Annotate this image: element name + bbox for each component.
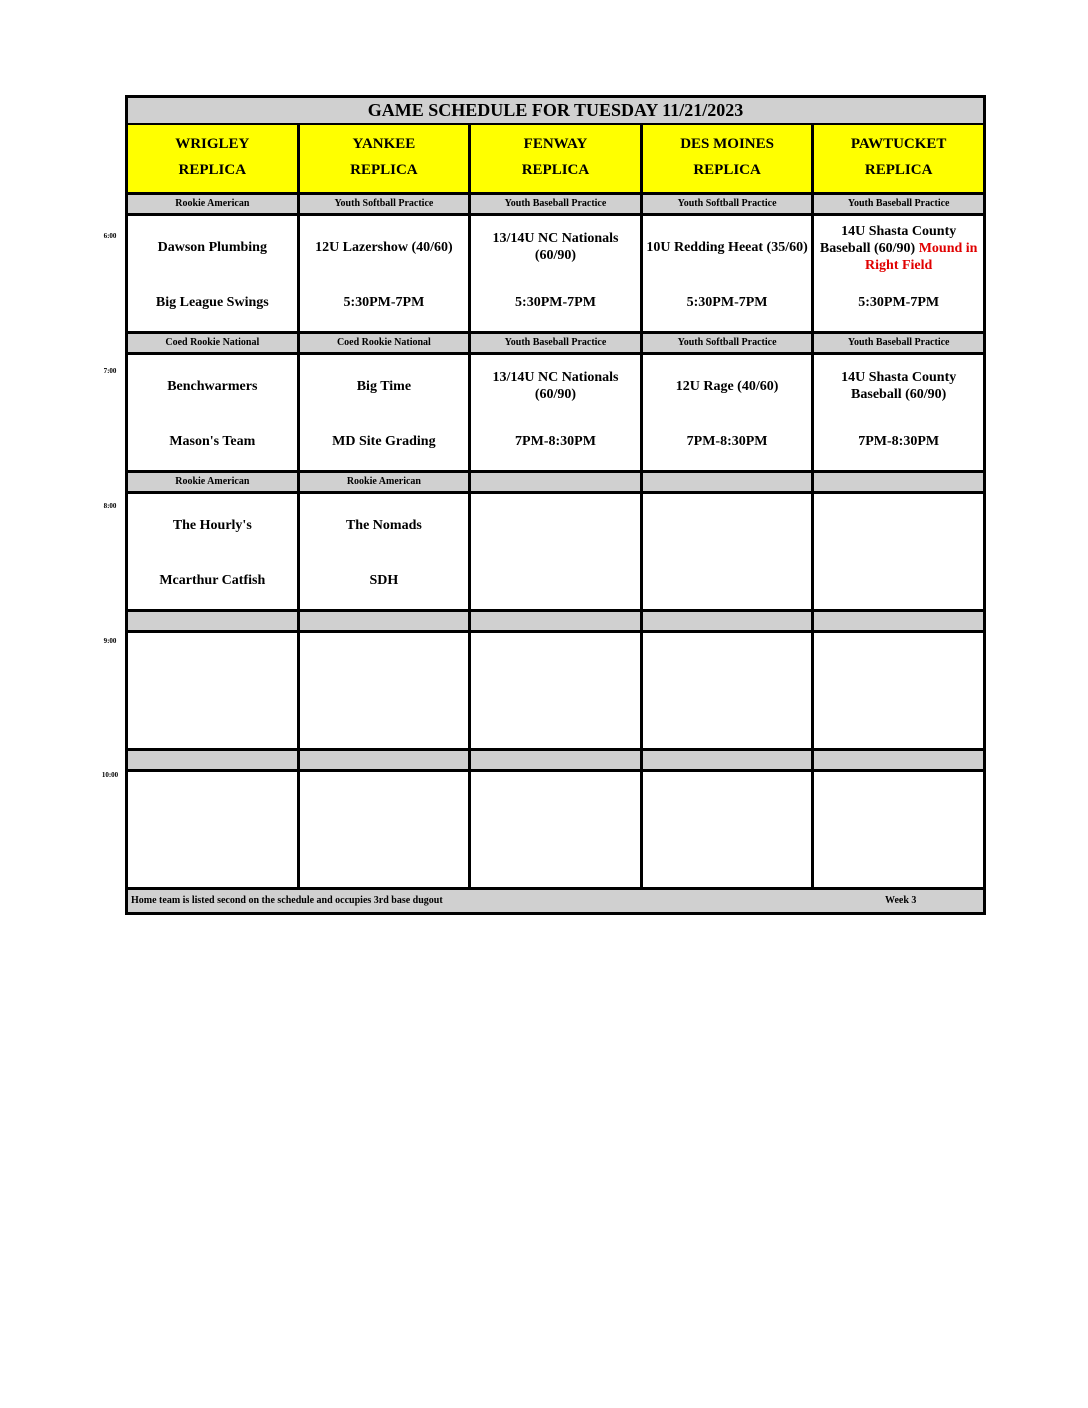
team-name: 14U Shasta County Baseball (60/90): [819, 223, 957, 256]
division-row: [128, 751, 983, 772]
home-team-note: Home team is listed second on the schedule and occupies 3rd base dugout: [131, 895, 443, 906]
away-team: [473, 780, 638, 826]
division-row: [128, 473, 983, 494]
away-team: Big Time: [356, 378, 412, 394]
game-cell: [814, 772, 983, 887]
field-header-pawtucket: [814, 125, 983, 192]
game-cell: [814, 216, 983, 331]
home-team: 7PM-8:30PM: [686, 434, 768, 449]
away-team: [816, 502, 981, 548]
field-header-wrigley: [128, 125, 300, 192]
away-team: The Hourly's: [172, 517, 252, 533]
game-row: [128, 633, 983, 751]
field-note: Mound in Right Field: [865, 240, 978, 273]
division-label: [814, 612, 983, 630]
division-row: [128, 195, 983, 216]
away-team: [645, 780, 810, 826]
division-label: Coed Rookie National: [300, 334, 472, 352]
away-team: Dawson Plumbing: [157, 239, 267, 255]
game-cell: [643, 633, 815, 748]
field-name: PAWTUCKET: [850, 136, 947, 152]
home-team: 5:30PM-7PM: [515, 295, 596, 310]
game-cell: [128, 494, 300, 609]
game-cell: [128, 633, 300, 748]
away-team: [130, 780, 295, 826]
game-cell: [300, 772, 472, 887]
division-label: Rookie American: [128, 195, 300, 213]
home-team: SDH: [369, 573, 399, 588]
away-team: [473, 641, 638, 687]
week-label: Week 3: [885, 895, 917, 906]
field-name: YANKEE: [352, 136, 416, 152]
schedule-table: [125, 95, 986, 915]
home-team: Mason's Team: [169, 434, 256, 449]
game-row: [128, 494, 983, 612]
field-subtitle: REPLICA: [350, 162, 418, 178]
time-label: 9:00: [103, 637, 117, 645]
field-name: FENWAY: [523, 136, 588, 152]
division-label: [300, 612, 472, 630]
home-team: 5:30PM-7PM: [343, 295, 425, 310]
game-row: [128, 355, 983, 473]
division-label: [300, 751, 472, 769]
away-team: 10U Redding Heeat (35/60): [646, 239, 808, 255]
away-team: [302, 780, 467, 826]
game-cell: [814, 494, 983, 609]
away-team: [816, 641, 981, 687]
away-team: [130, 641, 295, 687]
away-team: [302, 641, 467, 687]
home-team: 7PM-8:30PM: [858, 434, 940, 449]
division-label: [128, 751, 300, 769]
field-name: WRIGLEY: [175, 136, 250, 152]
game-cell: [643, 216, 815, 331]
game-cell: [128, 216, 300, 331]
game-cell: [300, 494, 472, 609]
field-name: DES MOINES: [680, 136, 774, 152]
division-label: Youth Baseball Practice: [471, 195, 643, 213]
division-label: [643, 751, 815, 769]
home-team: Big League Swings: [155, 295, 269, 310]
game-cell: [471, 216, 643, 331]
away-team: 14U Shasta County Baseball (60/90): [841, 370, 957, 402]
home-team: Mcarthur Catfish: [159, 573, 266, 588]
time-label: 6:00: [103, 232, 117, 240]
division-label: Coed Rookie National: [128, 334, 300, 352]
away-team: [816, 220, 981, 276]
away-team: [645, 641, 810, 687]
division-label: Youth Baseball Practice: [814, 334, 983, 352]
field-subtitle: REPLICA: [693, 162, 761, 178]
game-cell: [300, 216, 472, 331]
game-cell: [300, 633, 472, 748]
field-subtitle: REPLICA: [178, 162, 247, 178]
division-label: [643, 473, 815, 491]
game-row: [128, 216, 983, 334]
field-header-fenway: [471, 125, 643, 192]
game-cell: [643, 494, 815, 609]
division-label: Rookie American: [128, 473, 300, 491]
schedule-title: GAME SCHEDULE FOR TUESDAY 11/21/2023: [128, 98, 983, 125]
game-cell: [643, 355, 815, 470]
division-label: Youth Softball Practice: [643, 334, 815, 352]
game-cell: [128, 772, 300, 887]
game-cell: [471, 772, 643, 887]
away-team: [645, 502, 810, 548]
division-label: Youth Baseball Practice: [814, 195, 983, 213]
away-team: [473, 502, 638, 548]
game-cell: [128, 355, 300, 470]
away-team: 12U Lazershow (40/60): [315, 239, 453, 255]
game-cell: [471, 633, 643, 748]
division-label: [471, 751, 643, 769]
division-label: [471, 612, 643, 630]
game-cell: [643, 772, 815, 887]
division-label: [643, 612, 815, 630]
division-label: Rookie American: [300, 473, 472, 491]
home-team: 5:30PM-7PM: [686, 295, 768, 310]
division-label: [471, 473, 643, 491]
home-team: 7PM-8:30PM: [515, 434, 596, 449]
division-label: Youth Baseball Practice: [471, 334, 643, 352]
division-label: [814, 751, 983, 769]
time-label: 10:00: [101, 771, 119, 779]
schedule-footer: [128, 890, 983, 912]
away-team: 12U Rage (40/60): [675, 378, 779, 394]
field-header-yankee: [300, 125, 472, 192]
game-cell: [471, 355, 643, 470]
field-subtitle: REPLICA: [864, 162, 933, 178]
game-cell: [300, 355, 472, 470]
field-header-des-moines: [643, 125, 815, 192]
time-label: 7:00: [103, 367, 117, 375]
division-label: Youth Softball Practice: [300, 195, 472, 213]
away-team: Benchwarmers: [167, 378, 258, 394]
game-cell: [814, 633, 983, 748]
field-subtitle: REPLICA: [521, 162, 590, 178]
away-team: The Nomads: [345, 517, 422, 533]
home-team: 5:30PM-7PM: [858, 295, 940, 310]
game-row: [128, 772, 983, 890]
division-row: [128, 612, 983, 633]
division-label: [128, 612, 300, 630]
away-team: 13/14U NC Nationals (60/90): [492, 231, 619, 263]
division-label: [814, 473, 983, 491]
away-team: [816, 780, 981, 826]
game-cell: [471, 494, 643, 609]
away-team: 13/14U NC Nationals (60/90): [492, 370, 619, 402]
division-row: [128, 334, 983, 355]
home-team: MD Site Grading: [332, 434, 436, 449]
time-label: 8:00: [103, 502, 117, 510]
field-header-row: [128, 125, 983, 195]
division-label: Youth Softball Practice: [643, 195, 815, 213]
game-cell: [814, 355, 983, 470]
